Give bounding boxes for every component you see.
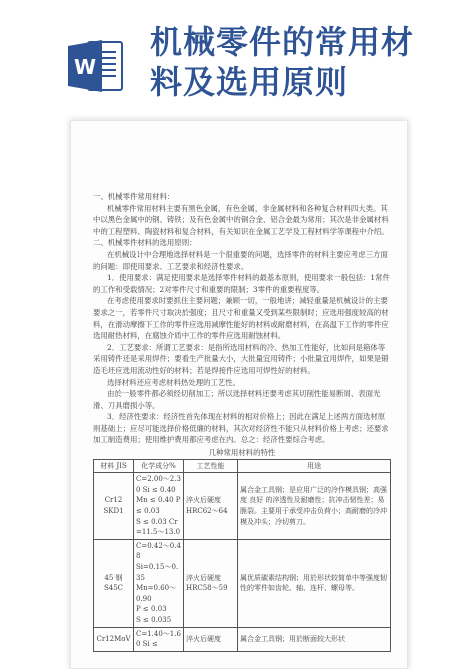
word-document-icon bbox=[66, 38, 126, 94]
word-icon-letter: W bbox=[73, 55, 97, 79]
paragraph: 3．经济性要求：经济性首先体现在材料的相对价格上；因此在满足上述两方面选材原则基础上；应尽可能选择价格低廉的材料，其次对经济性不能只从材料价格上考虑；还要求加工制造费用；使用维护费用都应考虑在内。总之：经济性要综合考虑。 bbox=[93, 412, 389, 445]
cell-usage: 属优质碳素结构钢；用於形状较简单中等强度韧性的零件如齿轮、轴、连杆、螺母等。 bbox=[238, 539, 391, 627]
title-line-1: 机械零件的常用材 bbox=[150, 23, 415, 61]
cell-material: Cr12 SKD1 bbox=[94, 473, 134, 540]
paragraph: 机械零件常用材料主要有黑色金属，有色金属，非金属材料和各种复合材料四大类。其中以黑色金属中的钢、铸铁；及有色金属中的铜合金、铝合金最为常用；其次是非金属材料中的工程塑料、陶瓷材料和复合材料，有关知识在金属工艺学及工程材料学等课程中介绍。 bbox=[93, 203, 389, 236]
paragraph: 1．使用要求：满足使用要求是选择零件材料的最基本原则，使用要求一般包括：1常件的工作和受载情况；2对零件尺寸和重要的限制；3零件的重要程度等。 bbox=[93, 273, 390, 294]
page-header bbox=[0, 0, 474, 112]
page-title bbox=[150, 22, 450, 102]
cell-composition: C=0.42～0.48 Si=0.15～0.35 Mn=0.60～0.90 P ≤ 0.03 S ≤ 0.035 bbox=[134, 539, 184, 627]
document-page bbox=[70, 120, 408, 669]
cell-material: Cr12MoV bbox=[94, 627, 134, 651]
cell-process: 淬火后硬度 bbox=[184, 627, 238, 651]
header-composition: 化学成分% bbox=[134, 459, 184, 473]
cell-composition: C=1.40～1.60 Si ≤ bbox=[134, 627, 184, 651]
cell-material: 45 钢 S45C bbox=[94, 539, 134, 627]
cell-composition: C=2.00～2.30 Si ≤ 0.40 Mn ≤ 0.40 P ≤ 0.03 S ≤ 0.03 Cr=11.5～13.0 bbox=[134, 473, 184, 540]
paragraph: 在考虑使用要求时要抓住主要问题；兼顾一切，一般地讲；减轻重量是机械设计的主要要求之一，若零件尺寸取决於强度；且尺寸和重量又受到某些限制时；应选用强度较高的材料，在滑动摩擦下工作的零件应选用减摩性能好的材料或耐磨材料，在高温下工作的零件应选用耐热材料，在腐蚀介质中工作的零件应选用耐蚀材料。 bbox=[93, 296, 389, 341]
cell-process: 淬火后硬度 HRC62～64 bbox=[184, 473, 238, 540]
cell-usage: 属合金工具钢；是应用广泛的冷作模具钢；高强度 良好 的淬透性及耐磨性；抗冲击韧性差；易脆裂。主要用于承受冲击负荷小；高耐磨的冷冲模及冲头；冷切剪刀。 bbox=[238, 473, 391, 540]
paragraph: 2．工艺要求：所谓工艺要求：是指所选用材料的冷、热加工性能好，比如问是箱体等采用铸件还是采用焊件；要看生产批量大小，大批量宜用铸件；小批量宜用焊件，如果是锻造毛坯应选用流动性好的材料；若是焊接件应选用可焊性好的材料。 bbox=[93, 342, 389, 375]
header-material: 材料 JIS bbox=[94, 459, 134, 473]
table-header-row bbox=[94, 459, 391, 473]
cell-process: 淬火后硬度 HRC58～59 bbox=[184, 539, 238, 627]
table-row bbox=[94, 627, 391, 651]
table-row bbox=[94, 539, 391, 627]
paragraph: 在机械设计中合理地选择材料是一个很重要的问题，选择零件的材料主要应考虑三方面的问题：即使用要求、工艺要求和经济性要求。 bbox=[93, 249, 388, 271]
header-process: 工艺性能 bbox=[184, 459, 238, 473]
title-line-2: 料及选用原则 bbox=[150, 63, 349, 101]
paragraph: 由於一般零件都必须经切削加工；所以选择材料还要考虑其切削性能易断屑、表面光滑、刀具磨损小等。 bbox=[93, 389, 381, 410]
header-usage: 用途 bbox=[238, 459, 391, 473]
document-body bbox=[93, 191, 391, 652]
table-caption: 几种常用材料的特性 bbox=[208, 448, 276, 458]
paragraph: 一、机械零件常用材料： bbox=[93, 192, 175, 201]
cell-usage: 属合金工具钢；用於断面较大形状 bbox=[238, 627, 391, 651]
table-row bbox=[94, 473, 391, 540]
materials-table bbox=[93, 459, 391, 652]
paragraph: 二、机械零件材料的选用原则： bbox=[93, 238, 197, 248]
paragraph: 选择材料还应考虑材料热处理的工艺性。 bbox=[107, 377, 241, 387]
